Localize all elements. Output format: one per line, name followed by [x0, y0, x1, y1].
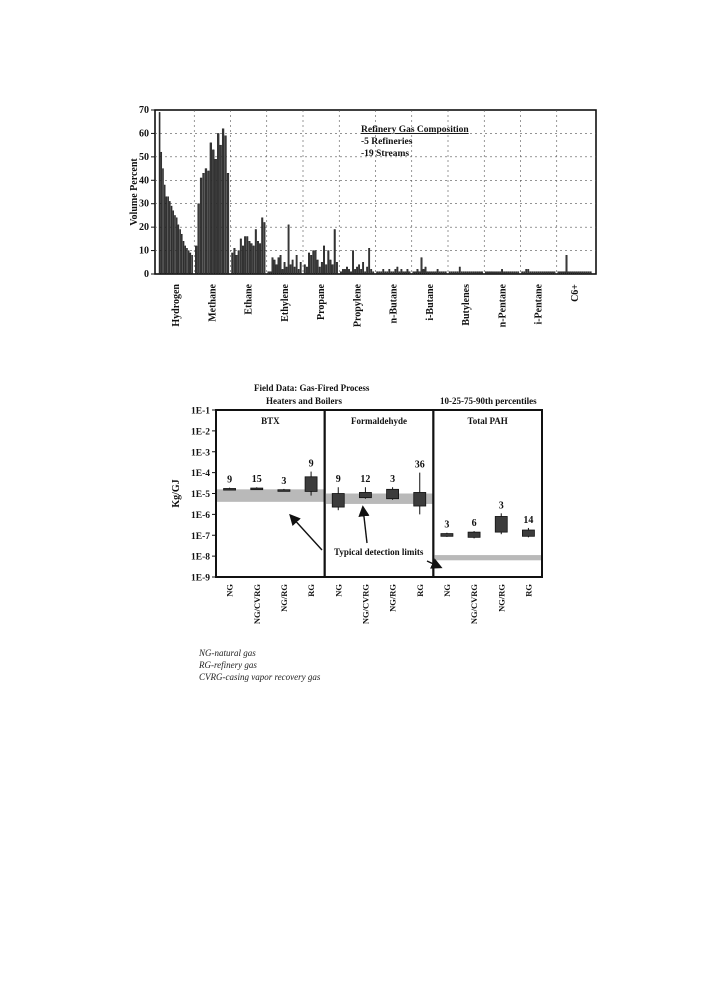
log-tick-label: 1E-8 — [191, 552, 210, 563]
bar — [186, 248, 187, 274]
bar — [330, 260, 332, 274]
annotation-refineries: -5 Refineries — [361, 137, 413, 147]
box — [224, 488, 236, 490]
bar — [200, 178, 202, 274]
bar — [169, 201, 170, 274]
bar — [354, 269, 355, 274]
bar — [395, 269, 396, 274]
bar — [481, 272, 482, 274]
log-tick-label: 1E-1 — [191, 406, 210, 417]
panel-title: BTX — [261, 416, 280, 426]
arrow-to-btx-band — [291, 516, 322, 550]
bar — [403, 272, 404, 274]
sample-count: 15 — [251, 474, 262, 486]
box-chart-subtitle: Heaters and Boilers — [266, 396, 342, 406]
x-category-label: Propane — [316, 284, 328, 320]
box-category-label: NG — [224, 584, 235, 597]
bar — [368, 248, 369, 274]
bar — [190, 253, 191, 274]
panel-frame — [433, 410, 542, 577]
panel-title: Formaldehyde — [351, 416, 407, 426]
bar — [292, 260, 293, 274]
bar — [342, 269, 343, 274]
bar — [469, 272, 470, 274]
box — [441, 534, 453, 537]
bar — [168, 197, 169, 274]
note-rg: RG-refinery gas — [199, 660, 257, 670]
bar — [325, 265, 327, 274]
x-category-label: n-Pentane — [497, 284, 509, 328]
bar — [185, 246, 186, 274]
annotation-streams: -19 Streams — [361, 149, 410, 159]
bar — [319, 267, 321, 274]
bar — [203, 173, 205, 274]
bar — [489, 272, 490, 274]
bar — [217, 133, 219, 274]
bar — [352, 251, 353, 274]
chart-title: Refinery Gas Composition — [361, 125, 469, 135]
bar — [317, 260, 319, 274]
sample-count: 9 — [227, 474, 233, 486]
bar — [192, 255, 193, 274]
bar — [304, 265, 306, 274]
sample-count: 12 — [360, 474, 371, 486]
box-category-label: NG/RG — [496, 584, 507, 612]
bar — [336, 262, 338, 274]
bar — [166, 197, 167, 274]
bar — [234, 248, 236, 274]
box-y-axis-label: Kg/GJ — [171, 479, 182, 508]
bar — [215, 159, 217, 274]
bar — [415, 272, 416, 274]
bar — [499, 272, 500, 274]
y-tick-label: 40 — [139, 175, 149, 187]
bar — [530, 272, 531, 274]
bar — [501, 269, 502, 274]
box-category-label: RG — [523, 584, 534, 597]
bar — [321, 262, 323, 274]
sample-count: 3 — [281, 475, 287, 487]
bar — [574, 272, 575, 274]
bar — [552, 272, 553, 274]
bar — [240, 239, 242, 274]
bar — [181, 234, 182, 274]
bar — [513, 272, 514, 274]
bar — [176, 218, 177, 274]
bar — [409, 272, 410, 274]
bar — [532, 272, 533, 274]
bar — [544, 272, 545, 274]
bar — [249, 241, 251, 274]
bar — [558, 272, 559, 274]
bar — [407, 269, 408, 274]
sample-count: 3 — [444, 519, 450, 531]
box-category-label: NG/CVRG — [469, 584, 480, 625]
bar — [554, 272, 555, 274]
bar — [159, 112, 160, 274]
bar — [284, 262, 285, 274]
bar — [294, 267, 295, 274]
bar — [449, 272, 450, 274]
bar — [323, 246, 325, 274]
bar — [471, 272, 472, 274]
bar — [517, 272, 518, 274]
bar — [379, 272, 380, 274]
box — [495, 516, 507, 532]
bar — [588, 272, 589, 274]
bar — [366, 267, 367, 274]
bar — [225, 136, 227, 274]
bar — [421, 258, 422, 274]
bar — [278, 258, 279, 274]
bar — [427, 272, 428, 274]
bar — [242, 246, 244, 274]
bar — [475, 272, 476, 274]
detection-limit-band — [433, 555, 542, 560]
bar — [356, 267, 357, 274]
bar — [180, 229, 181, 274]
box-category-label: NG/RG — [278, 584, 289, 612]
bar — [280, 255, 281, 274]
bar — [560, 272, 561, 274]
y-tick-label: 20 — [139, 222, 149, 234]
bar — [465, 272, 466, 274]
bar — [423, 269, 424, 274]
bar — [296, 255, 297, 274]
bar — [257, 241, 259, 274]
bar — [526, 269, 527, 274]
bar — [244, 237, 246, 274]
percentile-note: 10-25-75-90th percentiles — [440, 396, 537, 406]
sample-count: 3 — [498, 500, 504, 512]
bar — [306, 267, 308, 274]
box — [414, 492, 426, 506]
bar — [477, 272, 478, 274]
bar — [487, 272, 488, 274]
bar — [515, 272, 516, 274]
box — [522, 530, 534, 536]
x-category-label: Butylenes — [461, 284, 473, 326]
bar — [405, 272, 406, 274]
box-category-label: NG/CVRG — [251, 584, 262, 625]
bar — [453, 272, 454, 274]
box-category-label: NG — [441, 584, 452, 597]
bar — [459, 267, 460, 274]
bar — [174, 215, 175, 274]
bar — [348, 269, 349, 274]
bar — [393, 272, 394, 274]
bar — [580, 272, 581, 274]
bar — [387, 272, 388, 274]
box — [359, 492, 371, 497]
abbreviation-notes — [199, 647, 320, 683]
bar — [413, 272, 414, 274]
sample-count: 3 — [390, 474, 396, 486]
log-tick-label: 1E-5 — [191, 490, 210, 500]
x-category-label: i-Pentane — [533, 284, 545, 325]
bar — [227, 173, 229, 274]
y-tick-label: 10 — [139, 245, 149, 257]
bar — [429, 272, 430, 274]
bar — [246, 237, 248, 274]
bar — [528, 269, 529, 274]
bar — [493, 272, 494, 274]
bar — [364, 272, 365, 274]
bar — [286, 267, 287, 274]
box — [278, 490, 290, 492]
bar — [332, 265, 334, 274]
bar — [495, 272, 496, 274]
bar — [391, 272, 392, 274]
bar — [212, 150, 214, 274]
bar — [433, 272, 434, 274]
bar — [568, 272, 569, 274]
bar — [385, 272, 386, 274]
bar — [222, 129, 224, 274]
bar — [522, 272, 523, 274]
bar — [562, 272, 563, 274]
bar — [315, 251, 317, 274]
bar — [195, 246, 197, 274]
detection-limits-annotation: Typical detection limits — [334, 547, 424, 557]
bar — [358, 265, 359, 274]
bar — [505, 272, 506, 274]
bar — [171, 206, 172, 274]
bar — [497, 272, 498, 274]
bar — [383, 269, 384, 274]
bar — [445, 272, 446, 274]
bar — [161, 152, 162, 274]
bar — [576, 272, 577, 274]
y-tick-label: 30 — [139, 198, 149, 210]
bar — [362, 262, 363, 274]
bar — [443, 272, 444, 274]
bar — [259, 244, 261, 274]
bar — [455, 272, 456, 274]
bar — [491, 272, 492, 274]
bar — [564, 272, 565, 274]
log-tick-label: 1E-2 — [191, 427, 210, 438]
arrow-to-formaldehyde-band — [363, 508, 367, 543]
bar — [173, 211, 174, 274]
bar — [334, 229, 336, 274]
y-tick-label: 50 — [139, 151, 149, 163]
bar — [425, 267, 426, 274]
box — [387, 489, 399, 498]
bar — [178, 225, 179, 274]
x-category-label: Ethylene — [279, 284, 291, 322]
bar — [437, 269, 438, 274]
bar — [198, 204, 200, 274]
bar — [346, 267, 347, 274]
bar — [419, 272, 420, 274]
bar — [253, 246, 255, 274]
bar — [207, 171, 209, 274]
sample-count: 6 — [471, 518, 477, 530]
box-category-label: RG — [414, 584, 425, 597]
bar — [401, 269, 402, 274]
bar — [542, 272, 543, 274]
sample-count: 9 — [335, 474, 341, 486]
bar — [540, 272, 541, 274]
bar — [255, 229, 257, 274]
x-category-label: Methane — [207, 284, 219, 322]
box — [468, 532, 480, 537]
x-category-label: n-Butane — [388, 284, 400, 324]
bar — [546, 272, 547, 274]
x-category-label: Propylene — [352, 284, 364, 328]
bar — [467, 272, 468, 274]
bar — [473, 272, 474, 274]
x-category-label: Hydrogen — [171, 284, 183, 327]
bar — [439, 272, 440, 274]
bar — [264, 222, 266, 274]
bar — [503, 272, 504, 274]
log-tick-label: 1E-9 — [191, 573, 210, 584]
bar — [586, 272, 587, 274]
bar — [276, 265, 277, 274]
bar — [566, 255, 567, 274]
bar — [298, 269, 299, 274]
bar — [270, 272, 271, 274]
bar — [328, 251, 330, 274]
bar — [232, 253, 234, 274]
bar — [350, 272, 351, 274]
bar — [536, 272, 537, 274]
bar — [485, 272, 486, 274]
bar — [377, 272, 378, 274]
bar — [210, 143, 212, 274]
bar — [288, 225, 289, 274]
bar — [479, 272, 480, 274]
bar — [463, 272, 464, 274]
bar — [572, 272, 573, 274]
bar — [308, 253, 310, 274]
bar — [507, 272, 508, 274]
bar — [164, 185, 165, 274]
bar — [340, 272, 341, 274]
note-ng: NG-natural gas — [199, 648, 256, 658]
bar — [268, 272, 269, 274]
bar — [441, 272, 442, 274]
bar — [397, 267, 398, 274]
bar — [435, 272, 436, 274]
bar — [205, 169, 207, 274]
bar — [188, 251, 189, 274]
box-category-label: NG — [333, 584, 344, 597]
log-tick-label: 1E-4 — [191, 469, 210, 480]
bar — [274, 260, 275, 274]
bar — [238, 251, 240, 274]
bar — [344, 269, 345, 274]
bar — [313, 251, 315, 274]
bar — [509, 272, 510, 274]
bar — [550, 272, 551, 274]
box — [305, 477, 317, 492]
sample-count: 36 — [414, 459, 425, 471]
log-tick-label: 1E-6 — [191, 510, 210, 521]
x-category-label: Ethane — [243, 284, 255, 315]
bar — [570, 272, 571, 274]
bar — [461, 272, 462, 274]
box-category-label: NG/RG — [387, 584, 398, 612]
bar — [272, 258, 273, 274]
bar — [290, 265, 291, 274]
bar — [511, 272, 512, 274]
x-category-label: C6+ — [569, 284, 581, 302]
bar — [431, 272, 432, 274]
bar — [389, 269, 390, 274]
bar — [162, 169, 163, 274]
sample-count: 14 — [523, 514, 534, 526]
bar — [220, 145, 222, 274]
bar — [590, 272, 591, 274]
panel-title: Total PAH — [467, 416, 508, 426]
bar — [534, 272, 535, 274]
bar — [582, 272, 583, 274]
x-category-label: i-Butane — [424, 284, 436, 321]
y-axis-label: Volume Percent — [129, 158, 140, 226]
bar — [381, 272, 382, 274]
bar — [417, 269, 418, 274]
bar — [282, 269, 283, 274]
bar — [370, 269, 371, 274]
box-category-label: NG/CVRG — [360, 584, 371, 625]
bar — [457, 272, 458, 274]
bar — [261, 218, 263, 274]
bar — [451, 272, 452, 274]
bar — [360, 269, 361, 274]
bar — [251, 244, 253, 274]
bar — [578, 272, 579, 274]
bar — [584, 272, 585, 274]
bar — [399, 272, 400, 274]
bar — [538, 272, 539, 274]
y-tick-label: 70 — [139, 105, 149, 116]
bar — [524, 272, 525, 274]
box-chart-title: Field Data: Gas-Fired Process — [254, 383, 370, 393]
log-tick-label: 1E-7 — [191, 531, 210, 542]
y-tick-label: 60 — [139, 128, 149, 140]
bar — [183, 241, 184, 274]
bar — [310, 255, 312, 274]
note-cvrg: CVRG-casing vapor recovery gas — [199, 672, 321, 682]
bar — [548, 272, 549, 274]
y-tick-label: 0 — [144, 269, 149, 280]
bar — [372, 272, 373, 274]
sample-count: 9 — [308, 458, 314, 470]
box-category-label: RG — [306, 584, 317, 597]
bar — [236, 255, 238, 274]
box — [251, 488, 263, 490]
log-tick-label: 1E-3 — [191, 448, 210, 459]
box — [332, 494, 344, 508]
bar — [300, 262, 301, 274]
